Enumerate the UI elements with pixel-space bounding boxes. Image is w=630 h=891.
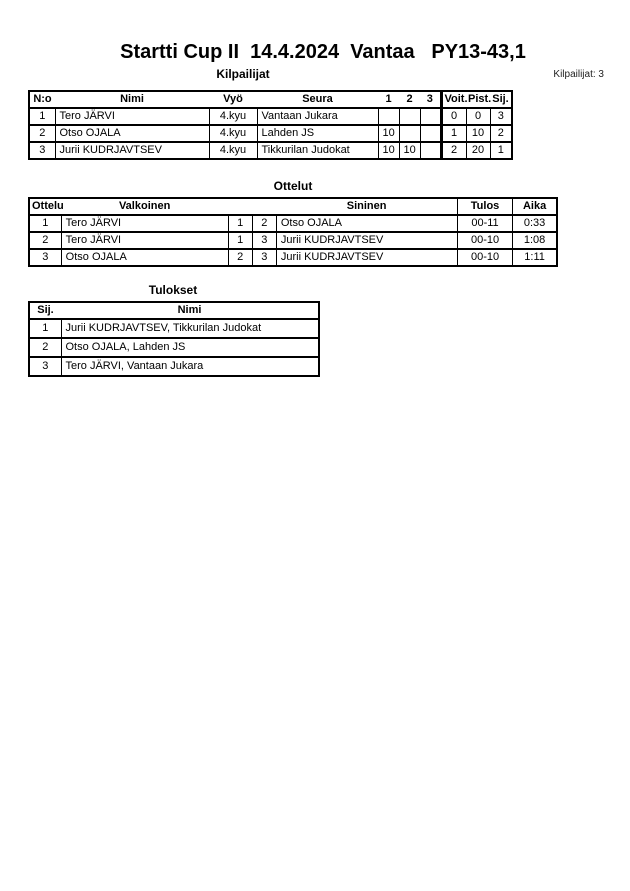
round1-score-cell <box>378 108 399 125</box>
result-place-cell: 1 <box>29 319 61 338</box>
round3-score-cell <box>420 125 441 142</box>
result-row <box>29 338 319 357</box>
match-header-spacer <box>252 198 276 215</box>
white-competitor-cell: Tero JÄRVI <box>61 215 228 232</box>
round2-score-cell <box>399 125 420 142</box>
col-header-no: N:o <box>29 91 55 108</box>
blue-number-cell: 3 <box>252 232 276 249</box>
match-time-cell: 1:08 <box>513 232 557 249</box>
competitor-number-cell: 3 <box>29 142 55 159</box>
col-header-place: Sij. <box>490 91 512 108</box>
blue-competitor-cell: Jurii KUDRJAVTSEV <box>276 232 457 249</box>
round2-score-cell: 10 <box>399 142 420 159</box>
wins-cell: 2 <box>441 142 466 159</box>
competitors-section-title: Kilpailijat <box>216 67 270 81</box>
result-place-cell: 3 <box>29 357 61 376</box>
match-number-cell: 1 <box>29 215 61 232</box>
col-header-round2: 2 <box>399 91 420 108</box>
competitor-club-cell: Tikkurilan Judokat <box>257 142 378 159</box>
round3-score-cell <box>420 142 441 159</box>
col-header-blue: Sininen <box>276 198 457 215</box>
wins-cell: 1 <box>441 125 466 142</box>
match-result-cell: 00-11 <box>457 215 512 232</box>
points-cell: 10 <box>466 125 490 142</box>
col-header-wins: Voit. <box>441 91 466 108</box>
col-header-club: Seura <box>257 91 378 108</box>
results-table <box>28 301 320 377</box>
blue-number-cell: 2 <box>252 215 276 232</box>
points-cell: 0 <box>466 108 490 125</box>
competitor-number-cell: 1 <box>29 108 55 125</box>
competitor-number-cell: 2 <box>29 125 55 142</box>
points-cell: 20 <box>466 142 490 159</box>
competitor-club-cell: Lahden JS <box>257 125 378 142</box>
competitor-name-cell: Tero JÄRVI <box>55 108 209 125</box>
white-competitor-cell: Tero JÄRVI <box>61 232 228 249</box>
match-result-cell: 00-10 <box>457 249 512 266</box>
col-header-name: Nimi <box>55 91 209 108</box>
round1-score-cell: 10 <box>378 142 399 159</box>
result-place-cell: 2 <box>29 338 61 357</box>
competitors-table <box>28 90 513 160</box>
round1-score-cell: 10 <box>378 125 399 142</box>
white-number-cell: 1 <box>228 215 252 232</box>
competitor-name-cell: Jurii KUDRJAVTSEV <box>55 142 209 159</box>
col-header-time: Aika <box>513 198 557 215</box>
competitors-count: Kilpailijat: 3 <box>553 69 604 80</box>
white-number-cell: 1 <box>228 232 252 249</box>
blue-number-cell: 3 <box>252 249 276 266</box>
col-header-belt: Vyö <box>209 91 257 108</box>
round3-score-cell <box>420 108 441 125</box>
match-result-cell: 00-10 <box>457 232 512 249</box>
competitor-row <box>29 125 512 142</box>
white-competitor-cell: Otso OJALA <box>61 249 228 266</box>
match-row <box>29 215 557 232</box>
place-cell: 3 <box>490 108 512 125</box>
match-row <box>29 249 557 266</box>
place-cell: 2 <box>490 125 512 142</box>
competitor-row <box>29 142 512 159</box>
round2-score-cell <box>399 108 420 125</box>
competitor-row <box>29 108 512 125</box>
blue-competitor-cell: Jurii KUDRJAVTSEV <box>276 249 457 266</box>
result-row <box>29 319 319 338</box>
competitor-belt-cell: 4.kyu <box>209 125 257 142</box>
col-header-white: Valkoinen <box>61 198 228 215</box>
match-time-cell: 1:11 <box>513 249 557 266</box>
col-header-round3: 3 <box>420 91 441 108</box>
match-header-spacer <box>228 198 252 215</box>
col-header-round1: 1 <box>378 91 399 108</box>
match-number-cell: 3 <box>29 249 61 266</box>
col-header-result: Tulos <box>457 198 512 215</box>
col-header-match-no: Ottelu <box>29 198 61 215</box>
match-row <box>29 232 557 249</box>
competitor-belt-cell: 4.kyu <box>209 108 257 125</box>
competitor-belt-cell: 4.kyu <box>209 142 257 159</box>
competitor-club-cell: Vantaan Jukara <box>257 108 378 125</box>
match-number-cell: 2 <box>29 232 61 249</box>
white-number-cell: 2 <box>228 249 252 266</box>
col-header-name: Nimi <box>61 302 319 319</box>
col-header-points: Pist. <box>466 91 490 108</box>
matches-header-row <box>29 198 557 215</box>
place-cell: 1 <box>490 142 512 159</box>
results-header-row <box>29 302 319 319</box>
col-header-place: Sij. <box>29 302 61 319</box>
match-time-cell: 0:33 <box>513 215 557 232</box>
results-section-title: Tulokset <box>148 283 198 297</box>
result-name-cell: Tero JÄRVI, Vantaan Jukara <box>61 357 319 376</box>
result-row <box>29 357 319 376</box>
matches-section-title: Ottelut <box>273 179 313 193</box>
page-title: Startti Cup II 14.4.2024 Vantaa PY13-43,1 <box>120 41 526 63</box>
competitor-name-cell: Otso OJALA <box>55 125 209 142</box>
competitors-header-row <box>29 91 512 108</box>
result-name-cell: Otso OJALA, Lahden JS <box>61 338 319 357</box>
blue-competitor-cell: Otso OJALA <box>276 215 457 232</box>
wins-cell: 0 <box>441 108 466 125</box>
result-name-cell: Jurii KUDRJAVTSEV, Tikkurilan Judokat <box>61 319 319 338</box>
matches-table <box>28 197 558 267</box>
